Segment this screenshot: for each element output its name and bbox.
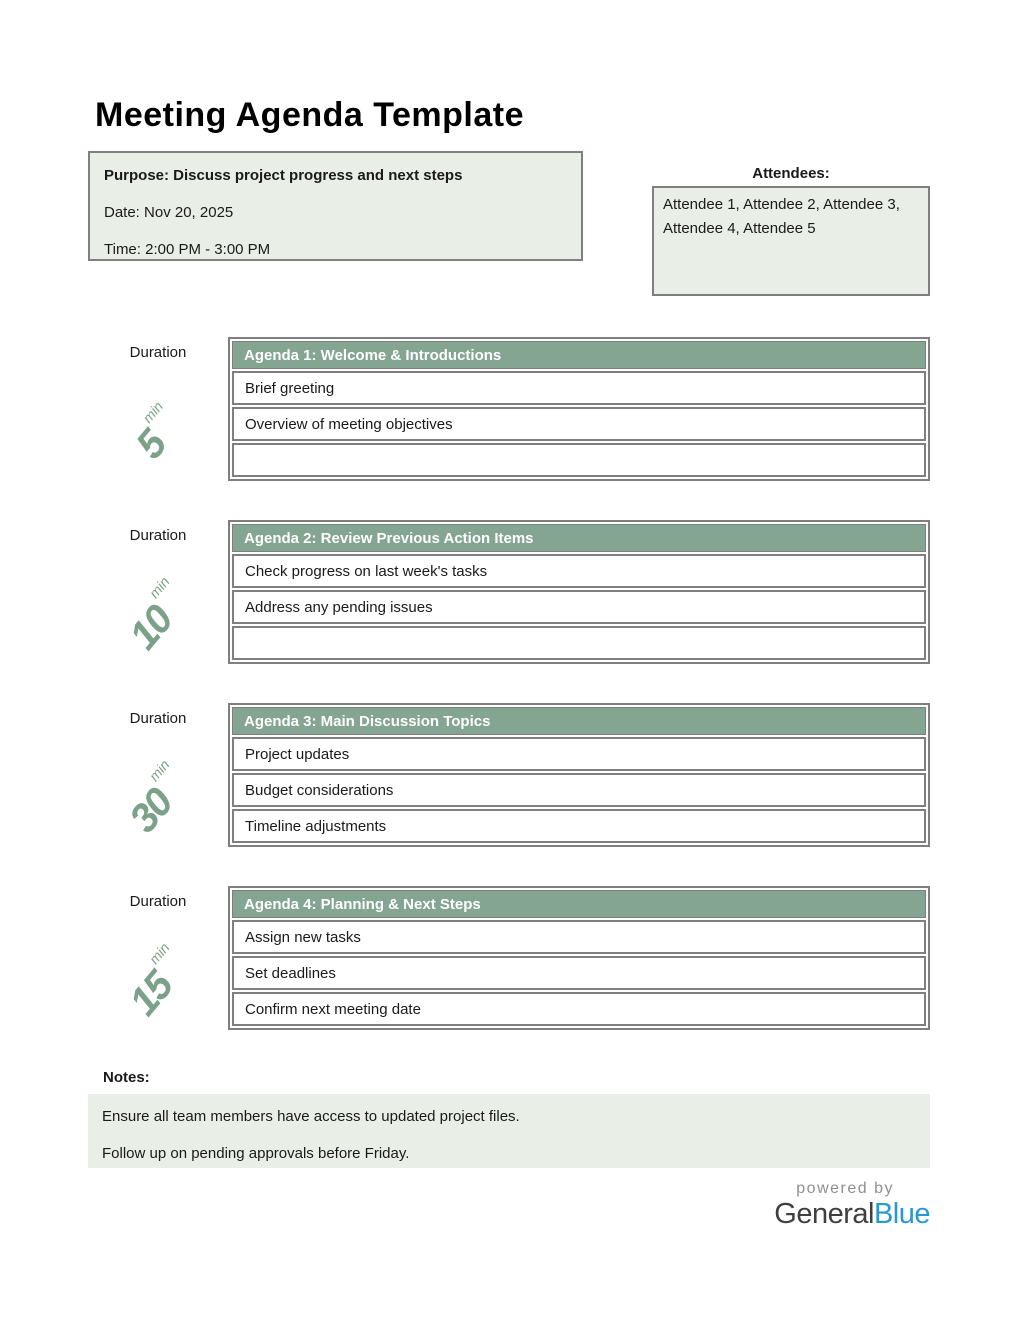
meeting-date: Date: Nov 20, 2025 xyxy=(104,204,234,221)
agenda-sections xyxy=(88,337,930,1030)
agenda-table-2 xyxy=(228,520,930,664)
attendees-label: Attendees: xyxy=(752,165,830,182)
agenda-item xyxy=(232,443,926,477)
agenda-item: Address any pending issues xyxy=(232,590,926,624)
duration-label: Duration xyxy=(129,344,187,361)
brand-blue-text: Blue xyxy=(873,1198,930,1230)
attendees-box: Attendee 1, Attendee 2, Attendee 3, Attendee 4, Attendee 5 xyxy=(652,186,930,296)
duration-label: Duration xyxy=(129,527,187,544)
notes-label: Notes: xyxy=(103,1069,150,1086)
agenda-section-3 xyxy=(88,703,930,847)
agenda-section-4 xyxy=(88,886,930,1030)
generalblue-logo xyxy=(774,1198,930,1230)
agenda-section-header: Agenda 3: Main Discussion Topics xyxy=(232,707,926,735)
agenda-table-4 xyxy=(228,886,930,1030)
meeting-time: Time: 2:00 PM - 3:00 PM xyxy=(104,241,271,258)
page-title: Meeting Agenda Template xyxy=(95,96,524,134)
agenda-item: Overview of meeting objectives xyxy=(232,407,926,441)
agenda-table-3 xyxy=(228,703,930,847)
note-line: Ensure all team members have access to updated project files. xyxy=(102,1108,520,1125)
note-line: Follow up on pending approvals before Friday. xyxy=(102,1145,410,1162)
duration-value xyxy=(117,574,200,659)
duration-unit: min xyxy=(145,939,173,968)
duration-unit: min xyxy=(139,398,167,426)
duration-value xyxy=(123,398,193,467)
duration-unit: min xyxy=(145,573,173,602)
brand-block[interactable] xyxy=(774,1180,930,1230)
agenda-item: Timeline adjustments xyxy=(232,809,926,843)
duration-label: Duration xyxy=(129,893,187,910)
agenda-item: Brief greeting xyxy=(232,371,926,405)
attendees-column xyxy=(652,135,930,296)
agenda-item: Assign new tasks xyxy=(232,920,926,954)
agenda-section-header: Agenda 2: Review Previous Action Items xyxy=(232,524,926,552)
agenda-section-header: Agenda 1: Welcome & Introductions xyxy=(232,341,926,369)
agenda-item: Check progress on last week's tasks xyxy=(232,554,926,588)
footer xyxy=(88,1180,930,1230)
duration-column-2 xyxy=(88,520,228,664)
agenda-item: Budget considerations xyxy=(232,773,926,807)
meeting-purpose: Purpose: Discuss project progress and next steps xyxy=(104,167,463,184)
agenda-item: Set deadlines xyxy=(232,956,926,990)
duration-number: 10 xyxy=(121,598,181,658)
duration-unit: min xyxy=(145,756,173,785)
duration-value xyxy=(117,940,200,1025)
powered-by-text: powered by xyxy=(796,1180,894,1197)
agenda-section-header: Agenda 4: Planning & Next Steps xyxy=(232,890,926,918)
agenda-table-1 xyxy=(228,337,930,481)
meeting-info-box xyxy=(88,151,583,261)
duration-column-1 xyxy=(88,337,228,481)
duration-column-3 xyxy=(88,703,228,847)
notes-box xyxy=(88,1094,930,1168)
agenda-section-1 xyxy=(88,337,930,481)
duration-number: 30 xyxy=(121,781,181,841)
agenda-item xyxy=(232,626,926,660)
duration-label: Duration xyxy=(129,710,187,727)
top-row xyxy=(88,135,930,296)
duration-number: 15 xyxy=(121,964,181,1024)
duration-number: 5 xyxy=(127,423,175,468)
agenda-section-2 xyxy=(88,520,930,664)
duration-value xyxy=(117,757,200,842)
duration-column-4 xyxy=(88,886,228,1030)
meeting-info-column xyxy=(88,135,583,261)
brand-general-text: General xyxy=(774,1198,874,1230)
agenda-item: Confirm next meeting date xyxy=(232,992,926,1026)
agenda-item: Project updates xyxy=(232,737,926,771)
